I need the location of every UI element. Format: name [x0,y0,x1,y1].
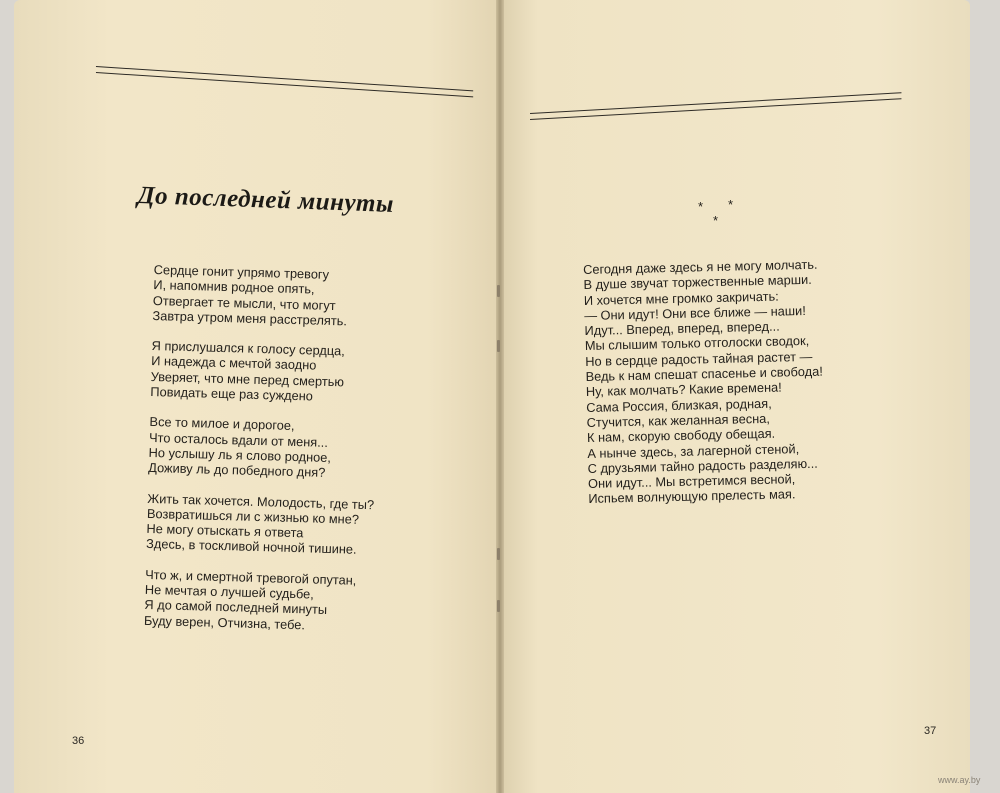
poem-line: Сердце гонит упрямо тревогу [153,262,330,282]
stanza [144,567,446,637]
poem-line: Отвергает те мысли, что могут [152,292,336,313]
asterisk: * [728,197,734,212]
poem-line: Повидать еще раз суждено [150,384,314,404]
poem-line: Мы слышим только отголоски сводок, [584,333,810,354]
spine-stitch [497,548,500,560]
poem-line: Что ж, и смертной тревогой опутан, [145,566,357,588]
right-poem [583,255,888,506]
page-number-left: 36 [72,735,85,747]
poem-line: Но в сердце радость тайная растет — [585,348,813,369]
poem-line: Возвратишься ли с жизнью ко мне? [146,505,360,527]
asterisk: * [698,199,704,214]
poem-line: В душе звучат торжественные марши. [583,272,812,293]
poem-line: Не могу отыскать я ответа [146,521,304,541]
left-poem [143,262,454,651]
poem-line: Идут... Вперед, вперед, вперед... [584,318,780,339]
poem-line: Сегодня даже здесь я не могу молчать. [583,256,818,277]
page-number-right: 37 [924,725,937,737]
poem-line: А нынче здесь, за лагерной стеной, [587,440,800,461]
poem-line: Буду верен, Отчизна, тебе. [143,612,306,632]
poem-line: И хочется мне громко закричать: [583,288,779,308]
poem-title: До последней минуты [137,182,395,218]
poem-line: И надежда с мечтой заодно [151,353,317,374]
poem-line: Уверяет, что мне перед смертью [150,368,345,390]
poem-line: Я прислушался к голосу сердца, [151,338,346,359]
poem-line: С друзьями тайно радость разделяю... [587,455,818,476]
stanza [146,490,448,560]
poem-line: Стучится, как желанная весна, [586,410,771,430]
section-asterisks [696,197,746,231]
poem-line: Они идут... Мы встретимся весной, [587,471,796,492]
spine-stitch [497,285,500,297]
stanza [148,414,450,484]
poem-line: Сама Россия, близкая, родная, [586,395,772,415]
poem-line: Не мечтая о лучшей судьбе, [144,581,315,602]
asterisk: * [713,213,719,228]
poem-line: — Они идут! Они все ближе — наши! [584,302,806,323]
poem-line: Ведь к нам спешат спасенье и свобода! [585,363,823,385]
stanza [150,338,452,408]
poem-line: Но услышу ль я слово родное, [148,444,332,465]
watermark: www.ay.by [938,775,981,785]
poem-line: Что осталось вдали от меня... [148,429,329,450]
poem-line: И, напомнив родное опять, [153,277,315,297]
poem-line: Испьем волнующую прелесть мая. [588,486,796,507]
spine-stitch [497,340,500,352]
poem-line: Доживу ль до победного дня? [148,460,326,481]
spine-stitch [497,600,500,612]
poem-line: Ну, как молчать? Какие времена! [585,379,782,400]
poem-line: Жить так хочется. Молодость, где ты? [147,490,375,512]
poem-line: Завтра утром меня расстрелять. [152,307,348,329]
poem-line: К нам, скорую свободу обещая. [586,425,776,446]
poem-line: Здесь, в тоскливой ночной тишине. [145,536,357,558]
poem-line: Я до самой последней минуты [144,597,328,618]
stanza [152,262,454,332]
book-spine [496,0,504,793]
poem-line: Все то милое и дорогое, [149,414,295,434]
